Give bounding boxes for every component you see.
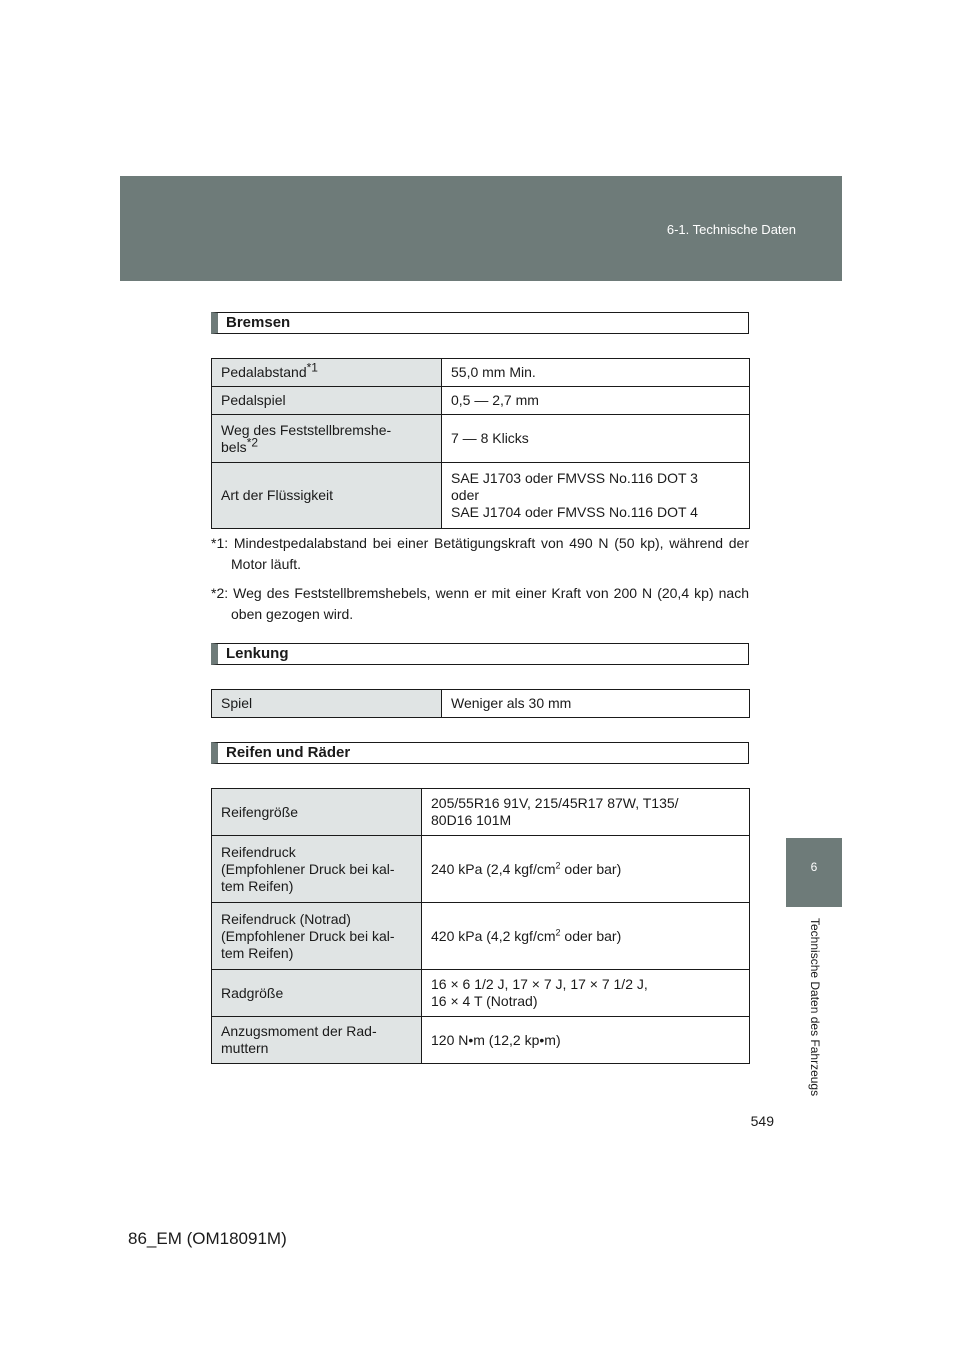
table-row (212, 387, 750, 415)
wheels-table (211, 788, 750, 1064)
spec-label: Reifengröße (212, 789, 422, 836)
brakes-table (211, 358, 750, 529)
spec-label: Weg des Feststellbremshe- bels$^{*2}$ (212, 415, 442, 463)
spec-value: Weniger als 30 mm (442, 690, 750, 718)
spec-value: 16 × 6 1/2 J, 17 × 7 J, 17 × 7 1/2 J, 16 × 4 T (Notrad) (422, 970, 750, 1017)
spec-label: Pedalspiel (212, 387, 442, 415)
footnote-mark: *2 (211, 585, 225, 601)
spec-value: SAE J1703 oder FMVSS No.116 DOT 3 oder SAE J1704 oder FMVSS No.116 DOT 4 (442, 463, 750, 529)
spec-label: Reifendruck (Empfohlener Druck bei kal- tem Reifen) (212, 836, 422, 903)
table-row (212, 690, 750, 718)
footnote-mark: *1 (211, 535, 225, 551)
spec-label: Pedalabstand$^{*1}$ (212, 359, 442, 387)
spec-value: 55,0 mm Min. (442, 359, 750, 387)
table-row (212, 903, 750, 970)
spec-label: Anzugsmoment der Rad- muttern (212, 1017, 422, 1064)
steering-table (211, 689, 750, 718)
table-row (212, 836, 750, 903)
section-title-brakes: Bremsen (211, 312, 749, 334)
spec-value: 420 kPa (4,2 kgf/$cm^2$ oder bar) (422, 903, 750, 970)
spec-label: Art der Flüssigkeit (212, 463, 442, 529)
section-title-wheels: Reifen und Räder (211, 742, 749, 764)
section-title-steering: Lenkung (211, 643, 749, 665)
chapter-tab (786, 838, 842, 907)
footnote-text: Mindestpedalabstand bei einer Betätigungskraft von 490 N (50 kp), während der Motor läuft. (231, 535, 749, 572)
chapter-title: Technische Daten des Fahrzeugs (808, 918, 822, 1097)
spec-label: Radgröße (212, 970, 422, 1017)
spec-value: 205/55R16 91V, 215/45R17 87W, T135/ 80D16 101M (422, 789, 750, 836)
spec-value: 120 N•m (12,2 kp•m) (422, 1017, 750, 1064)
spec-value: 7 — 8 Klicks (442, 415, 750, 463)
header-section-title: 6-1. Technische Daten (666, 222, 796, 237)
chapter-side-label (808, 918, 829, 1108)
table-row (212, 970, 750, 1017)
page-header (120, 176, 842, 281)
document-code: 86_EM (OM18091M) (128, 1229, 287, 1248)
page-number: 549 (750, 1113, 774, 1129)
footnote-1: *1: Mindestpedalabstand bei einer Betätigungskraft von 490 N (50 kp), während der Motor läuft. (211, 535, 749, 572)
spec-value: 240 kPa (2,4 kgf/$cm^2$ oder bar) (422, 836, 750, 903)
spec-value: 0,5 — 2,7 mm (442, 387, 750, 415)
table-row (212, 415, 750, 463)
spec-label: Reifendruck (Notrad) (Empfohlener Druck bei kal- tem Reifen) (212, 903, 422, 970)
chapter-number: 6 (810, 860, 818, 874)
table-row (212, 789, 750, 836)
footnote-2: *2: Weg des Feststellbremshebels, wenn er mit einer Kraft von 200 N (20,4 kp) nach oben gezogen wird. (211, 585, 749, 622)
footnote-text: Weg des Feststellbremshebels, wenn er mit einer Kraft von 200 N (20,4 kp) nach oben gezogen wird. (231, 585, 749, 622)
table-row (212, 359, 750, 387)
table-row (212, 1017, 750, 1064)
table-row (212, 463, 750, 529)
spec-label: Spiel (212, 690, 442, 718)
